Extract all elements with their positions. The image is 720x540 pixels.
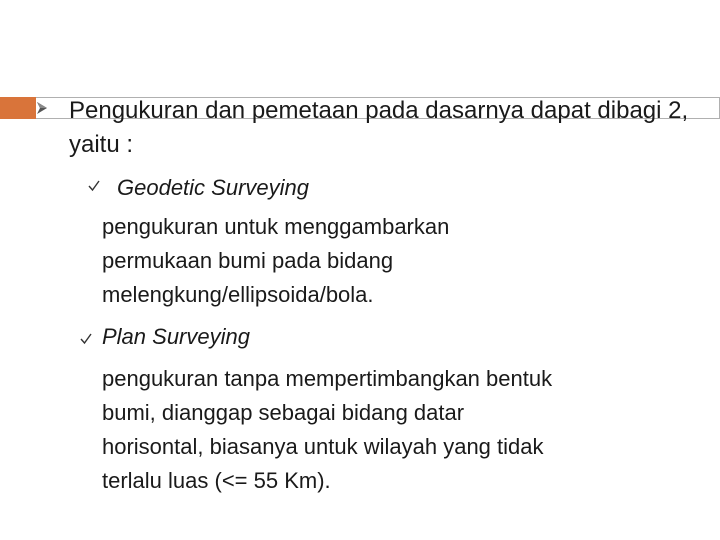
checkmark-bullet-icon <box>80 330 96 350</box>
main-point-text: Pengukuran dan pemetaan pada dasarnya dapat dibagi 2, yaitu : <box>69 97 689 158</box>
arrowhead-bullet-icon <box>36 96 52 120</box>
item-description-plan: pengukuran tanpa mempertimbangkan bentuk bumi, dianggap sebagai bidang datar horisontal, biasanya untuk wilayah yang tidak terlalu luas (<= 55 Km). <box>102 366 553 493</box>
item-title-geodetic: Geodetic Surveying <box>117 175 309 200</box>
item-description-geodetic: pengukuran untuk menggambarkan permukaan bumi pada bidang melengkung/ellipsoida/bola. <box>102 214 450 307</box>
item-title-plan: Plan Surveying <box>102 324 250 349</box>
checkmark-bullet-icon <box>88 177 104 197</box>
